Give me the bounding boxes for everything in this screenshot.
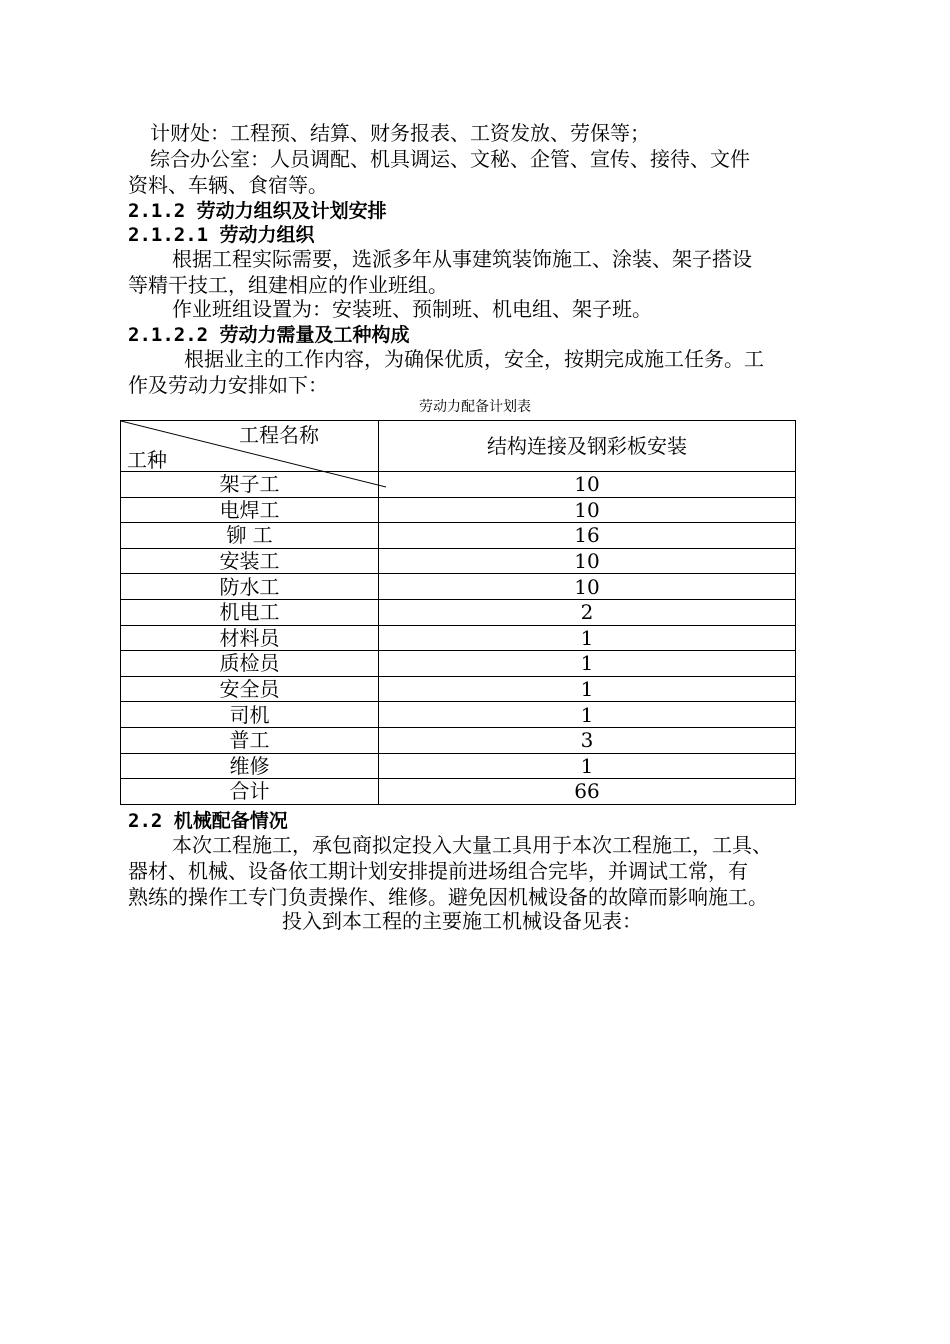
trade-cell: 防水工 bbox=[121, 574, 379, 600]
paragraph-labor-line1: 根据工程实际需要，选派多年从事建筑装饰施工、涂装、架子搭设 bbox=[172, 247, 752, 271]
paragraph-machinery-line2: 器材、机械、设备依工期计划安排提前进场组合完毕，并调试工常，有 bbox=[128, 859, 748, 883]
count-cell: 3 bbox=[379, 727, 796, 753]
trade-cell: 司机 bbox=[121, 702, 379, 728]
paragraph-general-office-line2: 资料、车辆、食宿等。 bbox=[128, 173, 328, 197]
table-row bbox=[121, 523, 796, 549]
heading-2-1-2-1: 2.1.2.1 劳动力组织 bbox=[128, 224, 315, 246]
table-row bbox=[121, 753, 796, 779]
diagonal-header-cell bbox=[121, 421, 379, 472]
table-row bbox=[121, 727, 796, 753]
paragraph-machinery-line4: 投入到本工程的主要施工机械设备见表： bbox=[282, 909, 642, 933]
paragraph-labor-line2: 等精干技工，组建相应的作业班组。 bbox=[128, 273, 448, 297]
paragraph-owner-line1: 根据业主的工作内容，为确保优质，安全，按期完成施工任务。工 bbox=[184, 347, 764, 371]
count-cell: 10 bbox=[379, 548, 796, 574]
trade-cell: 安装工 bbox=[121, 548, 379, 574]
trade-cell: 安全员 bbox=[121, 676, 379, 702]
paragraph-general-office-line1: 综合办公室：人员调配、机具调运、文秘、企管、宣传、接待、文件 bbox=[150, 147, 750, 171]
paragraph-owner-line2: 作及劳动力安排如下： bbox=[128, 373, 328, 397]
paragraph-machinery-line1: 本次工程施工，承包商拟定投入大量工具用于本次工程施工，工具、 bbox=[172, 833, 772, 857]
header-structure-install: 结构连接及钢彩板安装 bbox=[379, 421, 796, 472]
count-cell: 1 bbox=[379, 625, 796, 651]
count-cell: 2 bbox=[379, 599, 796, 625]
trade-cell: 维修 bbox=[121, 753, 379, 779]
table-row bbox=[121, 779, 796, 805]
trade-cell: 材料员 bbox=[121, 625, 379, 651]
header-trade: 工种 bbox=[127, 448, 167, 472]
trade-cell: 普工 bbox=[121, 727, 379, 753]
count-cell: 10 bbox=[379, 472, 796, 498]
table-row bbox=[121, 625, 796, 651]
count-cell: 1 bbox=[379, 651, 796, 677]
table-header-row bbox=[121, 421, 796, 472]
labor-plan-table bbox=[120, 420, 796, 805]
heading-2-1-2: 2.1.2 劳动力组织及计划安排 bbox=[128, 200, 387, 222]
paragraph-finance-office: 计财处：工程预、结算、财务报表、工资发放、劳保等； bbox=[150, 121, 650, 145]
table-row bbox=[121, 651, 796, 677]
count-cell: 16 bbox=[379, 523, 796, 549]
table-row bbox=[121, 497, 796, 523]
table-row bbox=[121, 548, 796, 574]
header-project-name: 工程名称 bbox=[239, 423, 319, 447]
trade-cell: 电焊工 bbox=[121, 497, 379, 523]
count-cell: 10 bbox=[379, 574, 796, 600]
count-cell: 66 bbox=[379, 779, 796, 805]
count-cell: 10 bbox=[379, 497, 796, 523]
table-row bbox=[121, 702, 796, 728]
trade-cell: 质检员 bbox=[121, 651, 379, 677]
table-row bbox=[121, 574, 796, 600]
table-caption: 劳动力配备计划表 bbox=[419, 399, 531, 415]
table-row bbox=[121, 472, 796, 498]
heading-2-1-2-2: 2.1.2.2 劳动力需量及工种构成 bbox=[128, 324, 410, 346]
count-cell: 1 bbox=[379, 676, 796, 702]
paragraph-teams: 作业班组设置为：安装班、预制班、机电组、架子班。 bbox=[172, 297, 652, 321]
trade-cell: 架子工 bbox=[121, 472, 379, 498]
count-cell: 1 bbox=[379, 753, 796, 779]
table-row bbox=[121, 676, 796, 702]
heading-2-2: 2.2 机械配备情况 bbox=[128, 810, 288, 832]
trade-cell: 铆 工 bbox=[121, 523, 379, 549]
trade-cell: 机电工 bbox=[121, 599, 379, 625]
count-cell: 1 bbox=[379, 702, 796, 728]
trade-cell: 合计 bbox=[121, 779, 379, 805]
paragraph-machinery-line3: 熟练的操作工专门负责操作、维修。避免因机械设备的故障而影响施工。 bbox=[128, 885, 768, 909]
table-row bbox=[121, 599, 796, 625]
